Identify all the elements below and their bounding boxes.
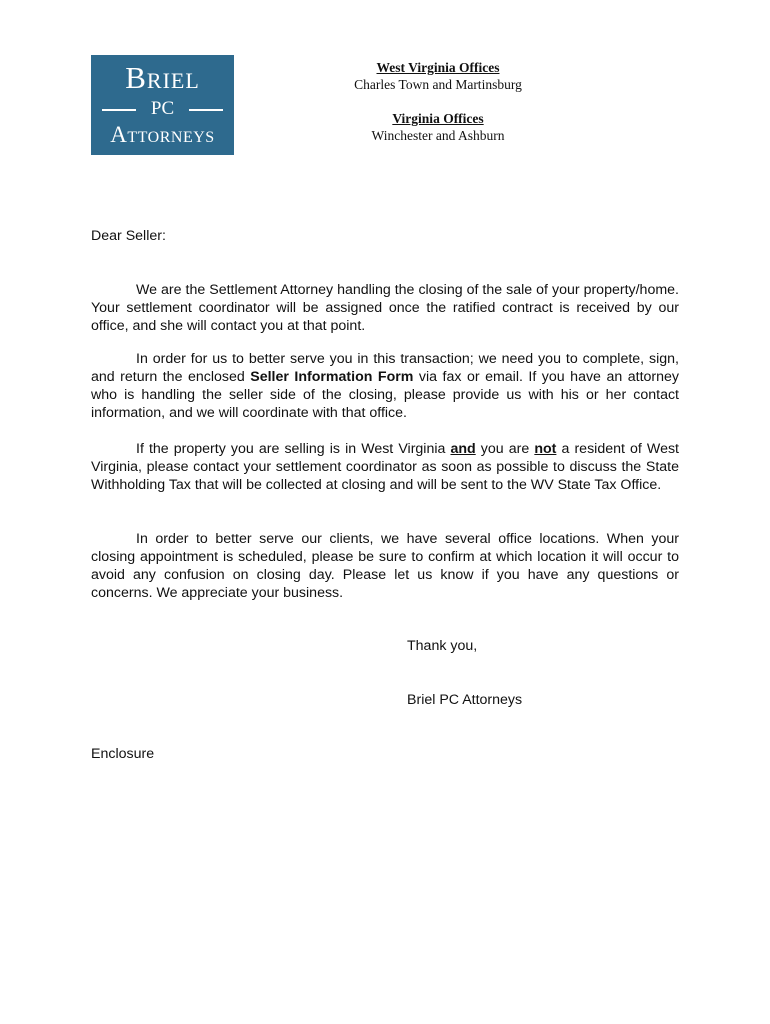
- p2-text-start: In order for us to better serve you in this transaction; we need you to complete, sign, and return the enclosed: [91, 351, 679, 385]
- wv-offices-heading: West Virginia Offices: [376, 60, 500, 75]
- p3-text-a: If the property you are selling is in West Virginia: [136, 441, 451, 457]
- logo-attorneys: Attorneys: [110, 122, 215, 147]
- logo-rule-right: [189, 109, 223, 111]
- closing-thanks: Thank you,: [407, 638, 478, 654]
- logo-rule-left: [102, 109, 136, 111]
- paragraph-form-request: [91, 350, 679, 422]
- office-spacer: [338, 93, 538, 110]
- paragraph-withholding-tax: [91, 440, 679, 494]
- paragraph-intro: We are the Settlement Attorney handling the closing of the sale of your property/home. Your settlement coordinator will be assigned once the ratified contract is received by our office, and she will contact you at that point.: [91, 282, 679, 334]
- office-locations: [338, 59, 538, 144]
- logo-pc: PC: [150, 98, 175, 119]
- va-offices-locations: Winchester and Ashburn: [371, 128, 505, 143]
- p2-text-end: via fax or email. If you have an attorney who is handling the seller side of the closing, please provide us with his or her contact information, and we will coordinate with that office.: [91, 369, 679, 421]
- emphasis-and: and: [450, 441, 476, 457]
- enclosure-note: Enclosure: [91, 746, 155, 762]
- p3-text-c: a resident of West Virginia, please contact your settlement coordinator as soon as possible to discuss the State Withholding Tax that will be collected at closing and will be sent to the WV State Tax Office.: [91, 441, 679, 493]
- emphasis-not: not: [534, 441, 557, 457]
- logo-pc-line: [91, 98, 234, 120]
- paragraph-office-locations: In order to better serve our clients, we have several office locations. When your closing appointment is scheduled, please be sure to confirm at which location it will occur to avoid any confusion on closing day. Please let us know if you have any questions or concerns. We appreciate your business.: [91, 531, 679, 601]
- firm-logo: [91, 55, 234, 155]
- seller-information-form-label: Seller Information Form: [250, 369, 414, 385]
- va-offices-heading: Virginia Offices: [392, 111, 484, 126]
- signature-name: Briel PC Attorneys: [407, 692, 523, 708]
- wv-offices-locations: Charles Town and Martinsburg: [354, 77, 522, 92]
- p3-text-b: you are: [475, 441, 535, 457]
- salutation: Dear Seller:: [91, 228, 166, 244]
- logo-firm-name: Briel: [125, 60, 200, 95]
